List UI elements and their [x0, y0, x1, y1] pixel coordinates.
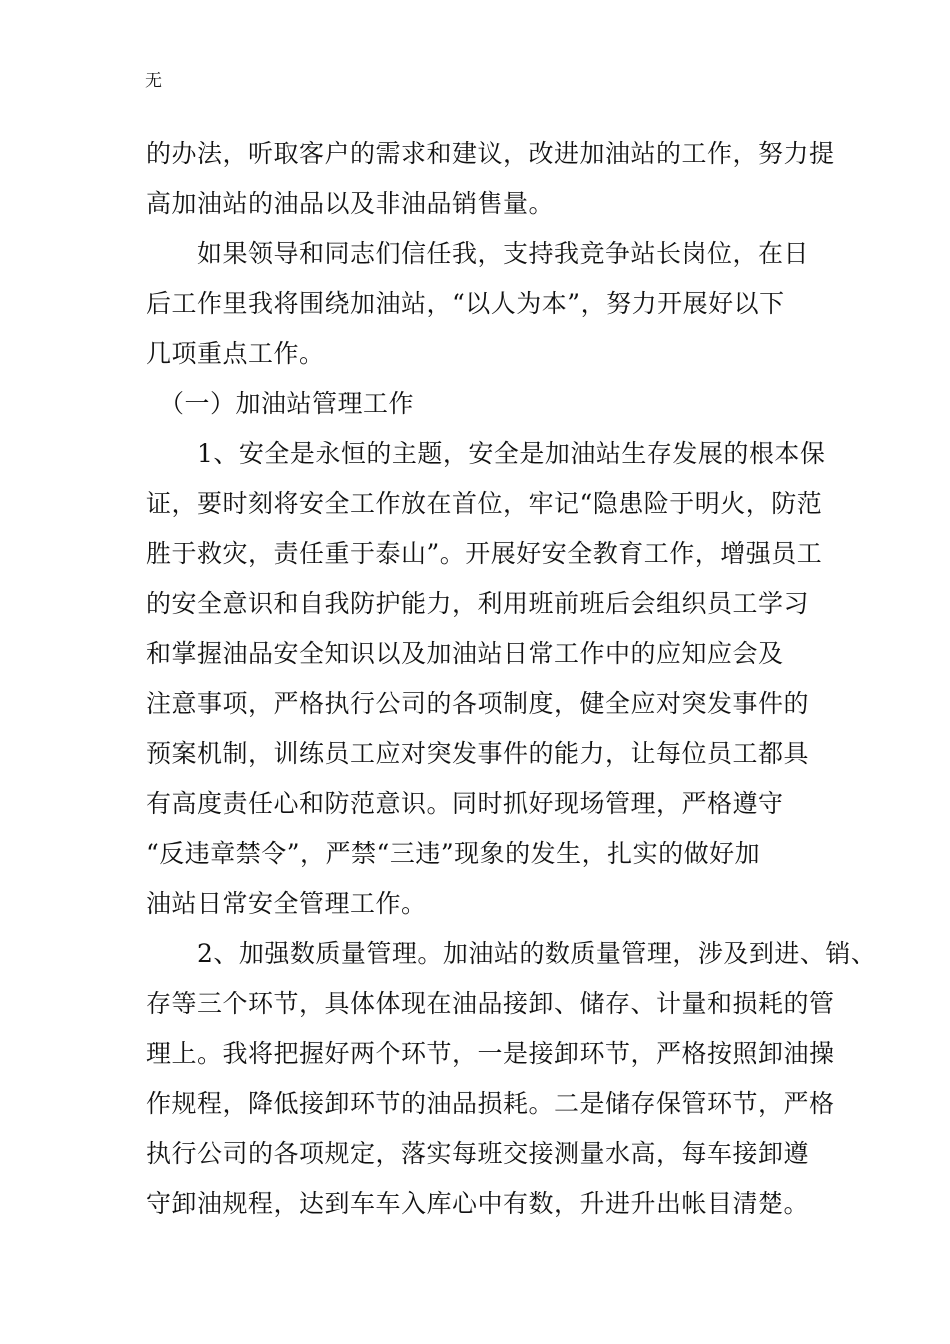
- text-line: 的安全意识和自我防护能力，利用班前班后会组织员工学习: [146, 589, 810, 618]
- text-line: 证，要时刻将安全工作放在首位，牢记“隐患险于明火，防范: [146, 489, 823, 518]
- text-line: 胜于救灾，责任重于泰山”。开展好安全教育工作，增强员工: [146, 539, 823, 568]
- text-line: 如果领导和同志们信任我，支持我竞争站长岗位，在日: [146, 239, 810, 268]
- text-line: 1、安全是永恒的主题，安全是加油站生存发展的根本保: [146, 439, 826, 468]
- text-line: 几项重点工作。: [146, 339, 325, 368]
- text-line: 守卸油规程，达到车车入库心中有数，升进升出帐目清楚。: [146, 1189, 810, 1218]
- text-line: 预案机制，训练员工应对突发事件的能力，让每位员工都具: [146, 739, 810, 768]
- text-line: 存等三个环节，具体体现在油品接卸、储存、计量和损耗的管: [146, 989, 835, 1018]
- section-heading: （一）加油站管理工作: [146, 389, 415, 418]
- text-line: 高加油站的油品以及非油品销售量。: [146, 189, 555, 218]
- text-line: 2、加强数质量管理。加油站的数质量管理，涉及到进、销、: [146, 939, 877, 968]
- text-line: “反违章禁令”，严禁“三违”现象的发生，扎实的做好加: [146, 839, 761, 868]
- text-line: 后工作里我将围绕加油站，“以人为本”，努力开展好以下: [146, 289, 785, 318]
- text-line: 油站日常安全管理工作。: [146, 889, 427, 918]
- text-line: 有高度责任心和防范意识。同时抓好现场管理，严格遵守: [146, 789, 784, 818]
- page-header: 无: [145, 71, 162, 91]
- text-line: 注意事项，严格执行公司的各项制度，健全应对突发事件的: [146, 689, 810, 718]
- text-line: 执行公司的各项规定，落实每班交接测量水高，每车接卸遵: [146, 1139, 810, 1168]
- text-line: 的办法，听取客户的需求和建议，改进加油站的工作，努力提: [146, 139, 835, 168]
- text-line: 和掌握油品安全知识以及加油站日常工作中的应知应会及: [146, 639, 784, 668]
- text-line: 理上。我将把握好两个环节，一是接卸环节，严格按照卸油操: [146, 1039, 835, 1068]
- text-line: 作规程，降低接卸环节的油品损耗。二是储存保管环节，严格: [146, 1089, 835, 1118]
